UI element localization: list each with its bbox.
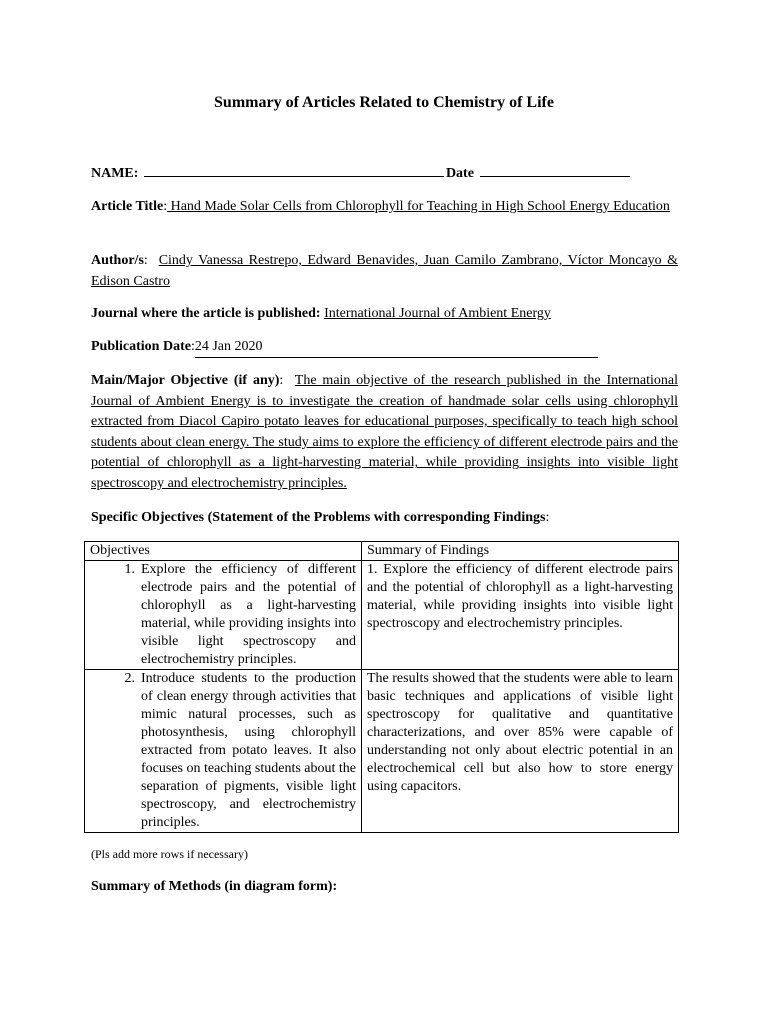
table-header-row [85,542,679,561]
finding-cell [362,561,679,670]
name-field[interactable] [144,162,444,177]
name-date-row [91,162,678,184]
objective-cell [85,670,362,833]
date-label: Date [445,166,474,181]
publication-date-row: Publication Date:24 Jan 2020 [91,337,678,358]
objectives-table [84,541,679,833]
article-title-row: Article Title: Hand Made Solar Cells from Chlorophyll for Teaching in High School Energy Education [91,199,670,214]
objective-text: Introduce students to the production of clean energy through activities that mimic natural processes, such as photosynthesis, using chlorophyll extracted from potato leaves. It also focuses on teaching students about the separation of pigments, visible light spectroscopy, and electrochemistry principles. [141,671,357,830]
table-row [85,561,679,670]
objective-cell [85,561,362,670]
header-objectives: Objectives [85,542,362,561]
document-title: Summary of Articles Related to Chemistry of Life [214,94,554,111]
name-label: NAME: [91,166,139,181]
authors-row: Author/s: Cindy Vanessa Restrepo, Edward Benavides, Juan Camilo Zambrano, Víctor Moncayo & Edison Castro [91,253,678,289]
finding-text: 1. Explore the efficiency of different electrode pairs and the potential of chlorophyll as a light-harvesting material, while providing insights into visible light spectroscopy and electrochemistry principles. [367,562,673,631]
date-field[interactable] [480,162,630,177]
finding-text: The results showed that the students were able to learn basic techniques and applications of visible light spectroscopy for qualitative and quantitative characterizations, and over 85% were capable of understanding not only about electric potential in an electrochemical cell but also how to store energy using capacitors. [367,671,673,794]
journal-value: International Journal of Ambient Energy [324,306,551,321]
methods-heading: Summary of Methods (in diagram form): [91,879,338,894]
journal-row [91,304,678,324]
add-rows-note: (Pls add more rows if necessary) [91,847,248,861]
publication-date-label: Publication Date [91,339,191,354]
main-objective-row: Main/Major Objective (if any): The main objective of the research published in the International Journal of Ambient Energy is to investigate the creation of handmade solar cells using chlorophyll extracted from Diacol Capiro potato leaves for educational purposes, specifically to teach high school students about clean energy. The study aims to explore the efficiency of different electrode pairs and the potential of chlorophyll as a light-harvesting material, while providing insights into visible light spectroscopy and electrochemistry principles. [91,373,679,491]
objective-number: 1. [124,562,135,577]
table-row [85,670,679,833]
objective-text: Explore the efficiency of different electrode pairs and the potential of chlorophyll as a light-harvesting material, while providing insights into visible light spectroscopy and electrochemistry principles. [141,562,356,667]
finding-cell [362,670,679,833]
objective-number: 2. [124,671,135,686]
main-objective-value: The main objective of the research published in the International Journal of Ambient Energy is to investigate the creation of handmade solar cells using chlorophyll extracted from Diacol Capiro potato leaves for educational purposes, specifically to teach high school students about clean energy. The study aims to explore the efficiency of different electrode pairs and the potential of chlorophyll as a light-harvesting material, while providing insights into visible light spectroscopy and electrochemistry principles. [91,373,679,491]
main-objective-label: Main/Major Objective (if any) [91,373,280,388]
authors-value: Cindy Vanessa Restrepo, Edward Benavides, Juan Camilo Zambrano, Víctor Moncayo & Edison Castro [91,253,678,289]
article-title-label: Article Title [91,199,164,214]
journal-label: Journal where the article is published: [91,306,321,321]
publication-date-value: 24 Jan 2020 [195,337,598,358]
header-findings: Summary of Findings [362,542,679,561]
authors-label: Author/s [91,253,144,268]
article-title-value: Hand Made Solar Cells from Chlorophyll for Teaching in High School Energy Education [167,199,670,214]
specific-objectives-heading: Specific Objectives (Statement of the Problems with corresponding Findings: [91,510,550,525]
specific-objectives-label: Specific Objectives (Statement of the Problems with corresponding Findings [91,510,546,525]
